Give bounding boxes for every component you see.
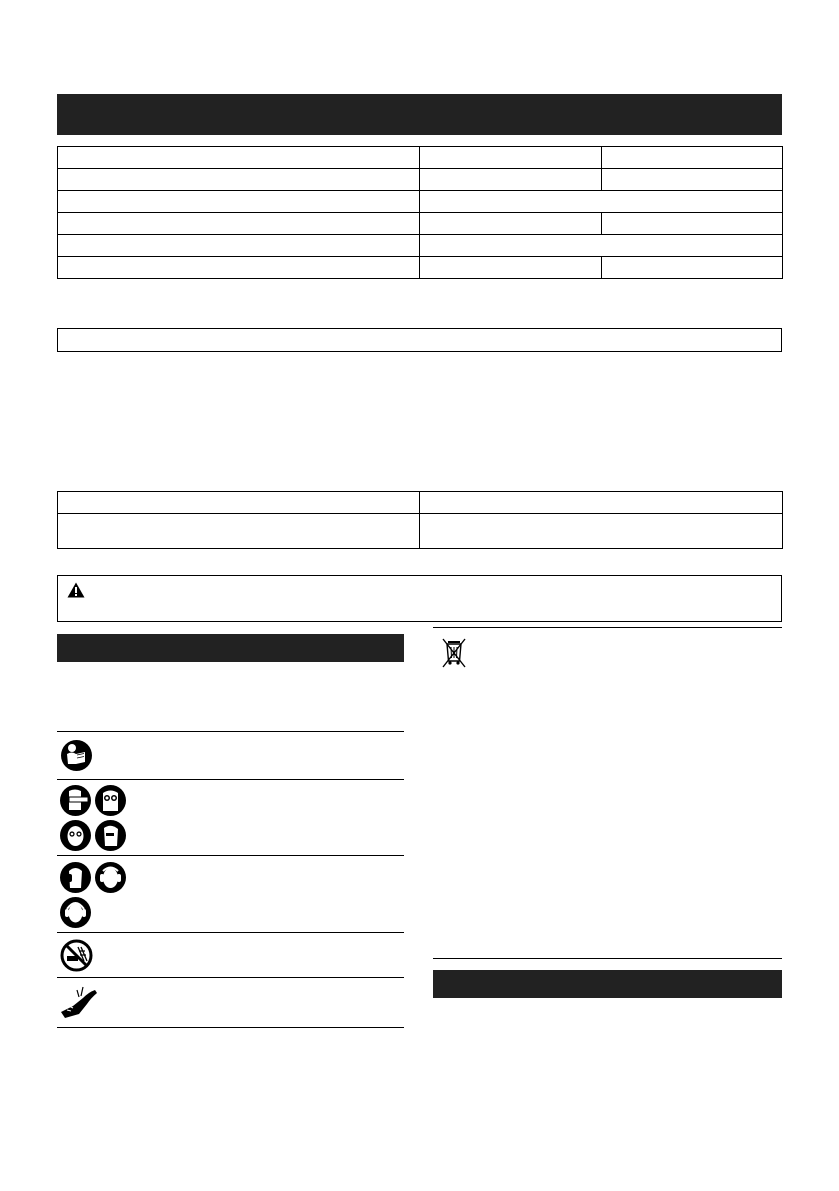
table-cell [420, 213, 602, 235]
warning-triangle-icon [67, 582, 85, 598]
ear-protection-front-icon [60, 897, 91, 928]
table-cell [420, 169, 602, 191]
symbol-row [57, 978, 404, 1027]
table-cell [602, 169, 783, 191]
face-shield-icon [60, 785, 91, 816]
table-cell [420, 147, 602, 169]
read-manual-icon [61, 740, 92, 771]
table-cell [58, 169, 420, 191]
warning-box [57, 575, 782, 622]
safety-glasses-icon [60, 820, 91, 851]
second-section-header [433, 970, 782, 998]
table-row [58, 235, 783, 257]
divider [433, 627, 782, 628]
table-row [58, 257, 783, 279]
table-cell [58, 492, 420, 514]
eye-protection-head-icon [95, 820, 126, 851]
table-cell [602, 213, 783, 235]
kickback-hand-icon [59, 984, 99, 1020]
two-col-table [57, 491, 783, 549]
symbols-section-header [57, 634, 404, 662]
divider [57, 1027, 404, 1028]
crossed-bin-icon [441, 637, 467, 669]
table-row [58, 213, 783, 235]
symbol-row [57, 856, 404, 932]
table-row [58, 147, 783, 169]
symbol-row [57, 732, 404, 779]
table-cell [58, 235, 420, 257]
table-cell [420, 257, 602, 279]
table-row [58, 169, 783, 191]
symbol-row [57, 780, 404, 855]
table-cell [58, 213, 420, 235]
info-box [57, 328, 782, 352]
table-row [58, 492, 783, 514]
symbol-row [57, 933, 404, 977]
table-cell [58, 191, 420, 213]
table-cell [58, 147, 420, 169]
table-cell [420, 191, 783, 213]
table-cell [58, 257, 420, 279]
goggles-icon [95, 785, 126, 816]
table-cell [602, 147, 783, 169]
ear-muffs-icon [95, 862, 126, 893]
table-cell [602, 257, 783, 279]
table-row [58, 514, 783, 549]
ear-protection-icon [60, 862, 91, 893]
table-row [58, 191, 783, 213]
table-cell [420, 492, 783, 514]
page-header-bar [57, 94, 782, 135]
table-cell [420, 235, 783, 257]
table-cell [420, 514, 783, 549]
divider [433, 958, 782, 959]
table-cell [58, 514, 420, 549]
spec-table [57, 146, 783, 279]
no-cutting-ladder-icon [60, 939, 93, 972]
